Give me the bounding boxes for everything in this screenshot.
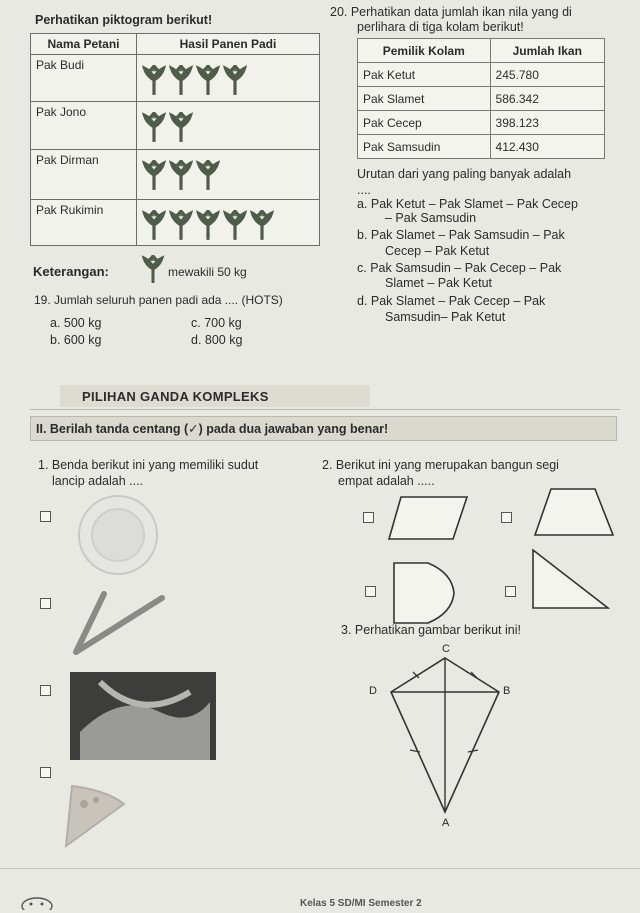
vertex-b: B bbox=[503, 685, 511, 697]
table-row bbox=[358, 63, 605, 87]
q1-line2: lancip adalah .... bbox=[52, 474, 144, 488]
q3-text: 3. Perhatikan gambar berikut ini! bbox=[341, 623, 521, 637]
rice-legend-icon bbox=[142, 255, 164, 288]
q1-checkbox-plate[interactable] bbox=[40, 511, 51, 522]
rice-stalk-icon bbox=[169, 112, 193, 147]
q20-option-d[interactable]: d. Pak Slamet – Pak Cecep – Pak bbox=[357, 294, 546, 308]
rice-stalk-icon bbox=[196, 210, 220, 245]
mascot-icon bbox=[20, 896, 54, 913]
q20-prompt-dots: .... bbox=[357, 183, 371, 197]
trapezoid-shape bbox=[533, 487, 615, 540]
count-cell: 398.123 bbox=[490, 111, 604, 135]
q20-option-c[interactable]: c. Pak Samsudin – Pak Cecep – Pak bbox=[357, 261, 562, 275]
parallelogram-shape bbox=[387, 495, 469, 544]
q20-line2: perlihara di tiga kolam berikut! bbox=[357, 20, 524, 34]
q20-line1: 20. Perhatikan data jumlah ikan nila yang di bbox=[330, 5, 572, 19]
q19-text: 19. Jumlah seluruh panen padi ada .... (HOTS) bbox=[34, 293, 283, 307]
q20-option-a[interactable]: a. Pak Ketut – Pak Slamet – Pak Cecep bbox=[357, 197, 578, 211]
q20-option-a-cont: – Pak Samsudin bbox=[385, 211, 477, 225]
owner-cell: Pak Cecep bbox=[358, 111, 491, 135]
triangle-shape bbox=[530, 548, 610, 613]
q20-option-b[interactable]: b. Pak Slamet – Pak Samsudin – Pak bbox=[357, 228, 565, 242]
rice-icons bbox=[137, 55, 320, 102]
vertex-d: D bbox=[369, 685, 377, 697]
footer-divider bbox=[0, 868, 640, 869]
count-cell: 586.342 bbox=[490, 87, 604, 111]
rice-stalk-icon bbox=[142, 210, 166, 245]
rice-stalk-icon bbox=[169, 160, 193, 195]
rice-stalk-icon bbox=[196, 160, 220, 195]
owner-cell: Pak Samsudin bbox=[358, 135, 491, 159]
table-row bbox=[358, 111, 605, 135]
rice-stalk-icon bbox=[169, 210, 193, 245]
table-row bbox=[31, 55, 320, 102]
rice-stalk-icon bbox=[250, 210, 274, 245]
pizza-slice-image bbox=[62, 782, 128, 851]
count-cell: 245.780 bbox=[490, 63, 604, 87]
farmer-name: Pak Rukimin bbox=[31, 200, 137, 246]
legend-label: Keterangan: bbox=[33, 264, 109, 279]
footer-text: Kelas 5 SD/MI Semester 2 bbox=[300, 898, 422, 909]
q2-checkbox-parallelogram[interactable] bbox=[363, 512, 374, 523]
rice-stalk-icon bbox=[169, 65, 193, 100]
section-banner: PILIHAN GANDA KOMPLEKS bbox=[82, 389, 269, 404]
rice-stalk-icon bbox=[196, 65, 220, 100]
col-header-name: Nama Petani bbox=[31, 34, 137, 55]
curved-shape bbox=[392, 561, 456, 628]
q20-option-d-cont: Samsudin– Pak Ketut bbox=[385, 310, 506, 324]
rice-stalk-icon bbox=[142, 160, 166, 195]
table-row bbox=[358, 87, 605, 111]
q1-line1: 1. Benda berikut ini yang memiliki sudut bbox=[38, 458, 259, 472]
table-header-row bbox=[31, 34, 320, 55]
table-header-row bbox=[358, 39, 605, 63]
kite-diagram bbox=[375, 650, 515, 828]
rice-stalk-icon bbox=[142, 112, 166, 147]
table-row bbox=[31, 150, 320, 200]
pictogram-heading: Perhatikan piktogram berikut! bbox=[35, 13, 213, 27]
farmer-name: Pak Budi bbox=[31, 55, 137, 102]
q19-option-d[interactable]: d. 800 kg bbox=[191, 333, 243, 347]
col-header-yield: Hasil Panen Padi bbox=[137, 34, 320, 55]
rice-stalk-icon bbox=[223, 65, 247, 100]
rice-stalk-icon bbox=[223, 210, 247, 245]
q1-checkbox-pizza[interactable] bbox=[40, 767, 51, 778]
legend-value: mewakili 50 kg bbox=[168, 265, 247, 279]
rice-icons bbox=[137, 200, 320, 246]
plate-image bbox=[77, 494, 159, 579]
q19-option-b[interactable]: b. 600 kg bbox=[50, 333, 102, 347]
q1-checkbox-hanger[interactable] bbox=[40, 598, 51, 609]
farmer-name: Pak Dirman bbox=[31, 150, 137, 200]
rice-stalk-icon bbox=[142, 65, 166, 100]
q20-option-c-cont: Slamet – Pak Ketut bbox=[385, 276, 493, 290]
section-instruction: II. Berilah tanda centang (✓) pada dua jawaban yang benar! bbox=[36, 422, 389, 436]
q2-checkbox-trapezoid[interactable] bbox=[501, 512, 512, 523]
vertex-a: A bbox=[442, 817, 450, 829]
owner-cell: Pak Slamet bbox=[358, 87, 491, 111]
q2-line1: 2. Berikut ini yang merupakan bangun segi bbox=[322, 458, 559, 472]
col-header-owner: Pemilik Kolam bbox=[358, 39, 491, 63]
q20-option-b-cont: Cecep – Pak Ketut bbox=[385, 244, 490, 258]
pictogram-table bbox=[30, 33, 320, 246]
farmer-name: Pak Jono bbox=[31, 102, 137, 150]
vertex-c: C bbox=[442, 643, 450, 655]
count-cell: 412.430 bbox=[490, 135, 604, 159]
table-row bbox=[31, 102, 320, 150]
q2-checkbox-curved[interactable] bbox=[365, 586, 376, 597]
q2-line2: empat adalah ..... bbox=[338, 474, 435, 488]
divider bbox=[30, 409, 620, 410]
q19-option-c[interactable]: c. 700 kg bbox=[191, 316, 242, 330]
fish-table bbox=[357, 38, 605, 159]
tv-image bbox=[70, 672, 216, 760]
rice-icons bbox=[137, 150, 320, 200]
rice-icons bbox=[137, 102, 320, 150]
q2-checkbox-triangle[interactable] bbox=[505, 586, 516, 597]
q1-checkbox-screen[interactable] bbox=[40, 685, 51, 696]
angle-object-image bbox=[68, 588, 168, 661]
col-header-count: Jumlah Ikan bbox=[490, 39, 604, 63]
q20-prompt: Urutan dari yang paling banyak adalah bbox=[357, 167, 572, 181]
table-row bbox=[31, 200, 320, 246]
table-row bbox=[358, 135, 605, 159]
owner-cell: Pak Ketut bbox=[358, 63, 491, 87]
q19-option-a[interactable]: a. 500 kg bbox=[50, 316, 102, 330]
